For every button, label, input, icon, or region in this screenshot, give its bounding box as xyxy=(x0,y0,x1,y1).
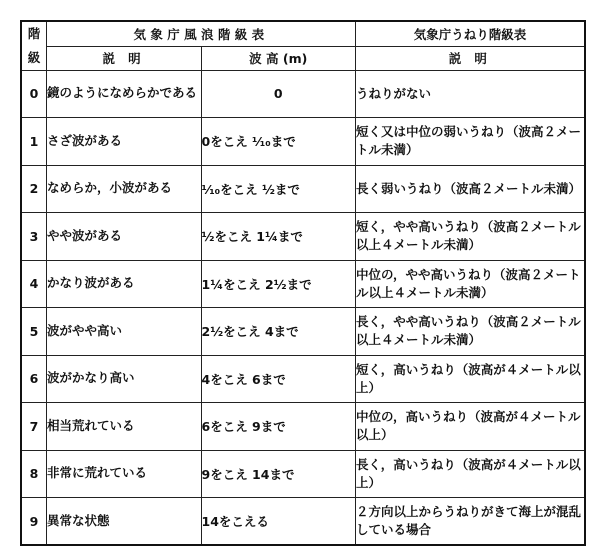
swell-cell: うねりがない xyxy=(356,70,586,118)
swell-cell: 短く又は中位の弱いうねり（波高２メートル未満） xyxy=(356,118,586,166)
grade-cell: 7 xyxy=(21,403,47,451)
wind-wave-scale-title: 気象庁風浪階級表 xyxy=(47,21,356,47)
wave-height-column-header: 波 高 (m) xyxy=(201,47,356,70)
grade-cell: 1 xyxy=(21,118,47,166)
wave-height-cell: 0 xyxy=(201,70,356,118)
description-cell: なめらか，小波がある xyxy=(47,165,202,213)
description-cell: さざ波がある xyxy=(47,118,202,166)
grade-header-bottom: 級 xyxy=(27,49,41,65)
description-cell: 鏡のようになめらかである xyxy=(47,70,202,118)
swell-cell: 中位の，やや高いうねり（波高２メートル以上４メートル未満） xyxy=(356,260,586,308)
table-row xyxy=(21,498,585,546)
header-row-columns xyxy=(21,47,585,70)
swell-scale-title: 気象庁うねり階級表 xyxy=(356,21,586,47)
table-row xyxy=(21,118,585,166)
swell-cell: ２方向以上からうねりがきて海上が混乱している場合 xyxy=(356,498,586,546)
grade-cell: 4 xyxy=(21,260,47,308)
table-row xyxy=(21,260,585,308)
grade-cell: 3 xyxy=(21,213,47,261)
description-cell: かなり波がある xyxy=(47,260,202,308)
table-row xyxy=(21,450,585,498)
swell-cell: 短く，やや高いうねり（波高２メートル以上４メートル未満） xyxy=(356,213,586,261)
swell-cell: 長く弱いうねり（波高２メートル未満） xyxy=(356,165,586,213)
wave-height-cell: ⅟₁₀をこえ ½まで xyxy=(201,165,356,213)
grade-header xyxy=(21,21,47,70)
wave-height-cell: 14をこえる xyxy=(201,498,356,546)
swell-description-column-header: 説 明 xyxy=(356,47,586,70)
description-cell: 波がやや高い xyxy=(47,308,202,356)
description-column-header: 説 明 xyxy=(47,47,202,70)
grade-cell: 8 xyxy=(21,450,47,498)
wave-height-cell: 1¼をこえ 2½まで xyxy=(201,260,356,308)
wave-height-cell: 2½をこえ 4まで xyxy=(201,308,356,356)
description-cell: 相当荒れている xyxy=(47,403,202,451)
wave-height-cell: 6をこえ 9まで xyxy=(201,403,356,451)
grade-cell: 6 xyxy=(21,355,47,403)
grade-cell: 9 xyxy=(21,498,47,546)
grade-cell: 5 xyxy=(21,308,47,356)
swell-cell: 中位の，高いうねり（波高が４メートル以上） xyxy=(356,403,586,451)
swell-cell: 短く，高いうねり（波高が４メートル以上） xyxy=(356,355,586,403)
wave-scale-table xyxy=(20,20,586,546)
table-row xyxy=(21,403,585,451)
swell-cell: 長く，やや高いうねり（波高２メートル以上４メートル未満） xyxy=(356,308,586,356)
table-row xyxy=(21,70,585,118)
description-cell: やや波がある xyxy=(47,213,202,261)
table-row xyxy=(21,213,585,261)
wave-height-cell: ½をこえ 1¼まで xyxy=(201,213,356,261)
wave-height-cell: 9をこえ 14まで xyxy=(201,450,356,498)
table-row xyxy=(21,355,585,403)
table-row xyxy=(21,165,585,213)
grade-cell: 2 xyxy=(21,165,47,213)
swell-cell: 長く，高いうねり（波高が４メートル以上） xyxy=(356,450,586,498)
table-row xyxy=(21,308,585,356)
wave-height-cell: 0をこえ ⅟₁₀まで xyxy=(201,118,356,166)
grade-header-top: 階 xyxy=(27,26,41,41)
description-cell: 非常に荒れている xyxy=(47,450,202,498)
header-row-titles xyxy=(21,21,585,47)
grade-cell: 0 xyxy=(21,70,47,118)
cropped-header-fragment xyxy=(516,0,576,6)
wave-height-cell: 4をこえ 6まで xyxy=(201,355,356,403)
description-cell: 異常な状態 xyxy=(47,498,202,546)
description-cell: 波がかなり高い xyxy=(47,355,202,403)
